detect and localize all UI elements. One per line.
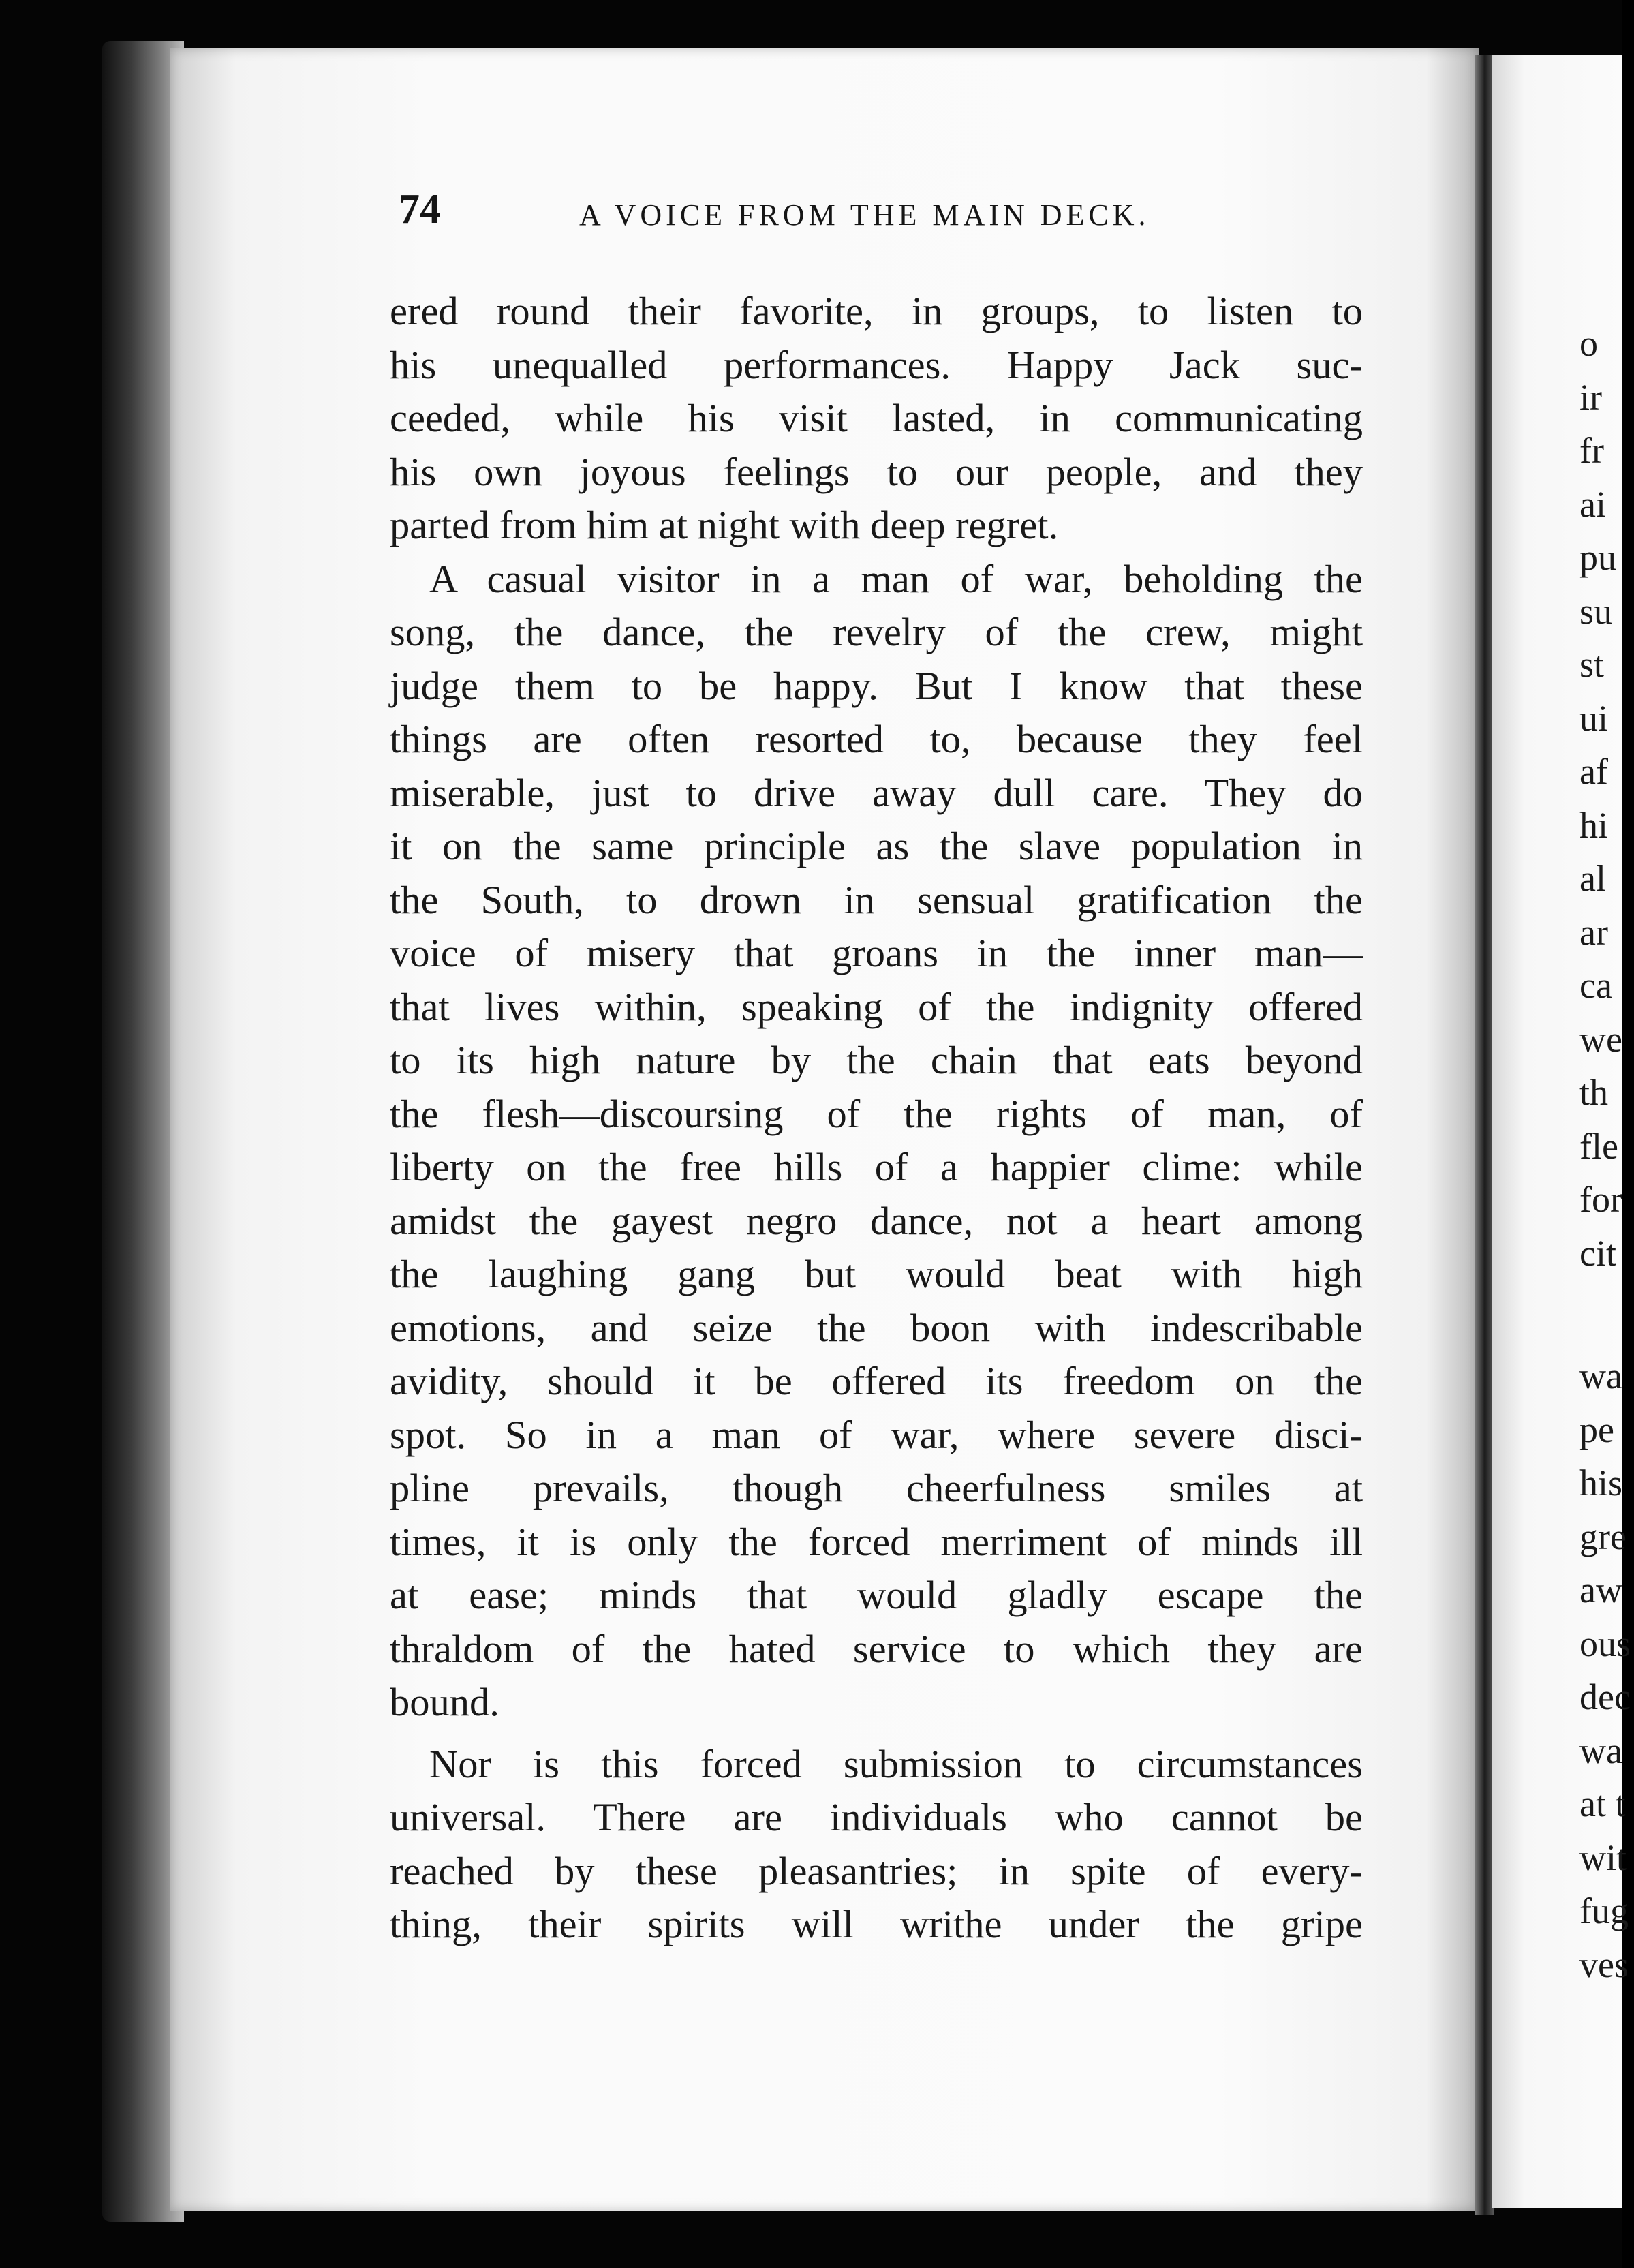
fragment: ar <box>1579 911 1608 953</box>
text-line: at ease; minds that would gladly escape the <box>390 1573 1363 1617</box>
fragment: his <box>1579 1462 1623 1503</box>
text-line: liberty on the free hills of a happier clime: while <box>390 1145 1363 1189</box>
fragment: dec <box>1579 1676 1631 1717</box>
text-line: times, it is only the forced merriment of minds ill <box>390 1519 1363 1564</box>
fragment: at t <box>1579 1783 1626 1824</box>
fragment: ai <box>1579 483 1606 525</box>
book-gutter <box>1475 55 1494 2215</box>
fragment: ves <box>1579 1944 1629 1985</box>
fragment: gre <box>1579 1516 1627 1557</box>
fragment: wit <box>1579 1837 1627 1878</box>
text-line: miserable, just to drive away dull care. They do <box>390 770 1363 815</box>
text-line: the laughing gang but would beat with high <box>390 1252 1363 1296</box>
text-line: things are often resorted to, because they feel <box>390 717 1363 761</box>
fragment: hi <box>1579 804 1609 846</box>
body-text <box>390 285 1363 1952</box>
text-line: to its high nature by the chain that eats beyond <box>390 1038 1363 1082</box>
fragment: for <box>1579 1179 1622 1220</box>
fragment: af <box>1579 751 1608 792</box>
text-line: it on the same principle as the slave population in <box>390 824 1363 868</box>
fragment: ir <box>1579 376 1602 418</box>
fragment: aw <box>1579 1569 1622 1610</box>
page-header <box>399 185 1366 247</box>
text-line: that lives within, speaking of the indignity offered <box>390 984 1363 1029</box>
text-line: his unequalled performances. Happy Jack suc- <box>390 342 1363 387</box>
text-line: pline prevails, though cheerfulness smiles at <box>390 1466 1363 1510</box>
right-page-fragments-top <box>1579 317 1634 1280</box>
text-line: thing, their spirits will writhe under the gripe <box>390 1902 1363 1946</box>
text-line: universal. There are individuals who cannot be <box>390 1795 1363 1839</box>
running-head: A VOICE FROM THE MAIN DECK. <box>579 198 1150 232</box>
fragment: fr <box>1579 430 1604 471</box>
fragment: ui <box>1579 697 1609 739</box>
fragment: st <box>1579 644 1605 685</box>
text-line: ceeded, while his visit lasted, in communicating <box>390 396 1363 440</box>
fragment: o <box>1579 323 1598 364</box>
fragment: wa <box>1579 1355 1622 1396</box>
text-line: parted from him at night with deep regret. <box>390 503 1059 547</box>
text-line: judge them to be happy. But I know that these <box>390 663 1363 708</box>
text-line: spot. So in a man of war, where severe disci- <box>390 1412 1363 1457</box>
text-line: the South, to drown in sensual gratification the <box>390 877 1363 922</box>
fragment: pe <box>1579 1409 1614 1450</box>
fragment: fle <box>1579 1125 1618 1167</box>
text-line: ered round their favorite, in groups, to listen to <box>390 289 1363 333</box>
fragment: ous <box>1579 1623 1631 1664</box>
text-line: thraldom of the hated service to which they are <box>390 1626 1363 1671</box>
fragment: ca <box>1579 965 1612 1006</box>
fragment: cit <box>1579 1232 1616 1274</box>
text-line: voice of misery that groans in the inner man— <box>390 931 1363 975</box>
fragment: al <box>1579 858 1606 899</box>
fragment: th <box>1579 1072 1609 1113</box>
fragment: su <box>1579 590 1613 632</box>
text-line: avidity, should it be offered its freedom on the <box>390 1359 1363 1403</box>
text-line: A casual visitor in a man of war, beholding the <box>429 556 1363 601</box>
text-line: emotions, and seize the boon with indescribable <box>390 1305 1363 1350</box>
text-line: bound. <box>390 1680 499 1724</box>
text-line: the flesh—discoursing of the rights of man, of <box>390 1091 1363 1136</box>
fragment: wa <box>1579 1730 1622 1771</box>
text-line: his own joyous feelings to our people, and they <box>390 449 1363 494</box>
page-number: 74 <box>399 186 441 232</box>
fragment: pu <box>1579 537 1616 578</box>
text-line: amidst the gayest negro dance, not a heart among <box>390 1198 1363 1243</box>
text-line: Nor is this forced submission to circumstances <box>429 1741 1363 1786</box>
text-line: song, the dance, the revelry of the crew, might <box>390 610 1363 654</box>
text-line: reached by these pleasantries; in spite of every- <box>390 1848 1363 1893</box>
fragment: fug <box>1579 1890 1629 1931</box>
right-page-fragments-bottom <box>1579 1349 1634 1991</box>
fragment: we <box>1579 1018 1622 1060</box>
